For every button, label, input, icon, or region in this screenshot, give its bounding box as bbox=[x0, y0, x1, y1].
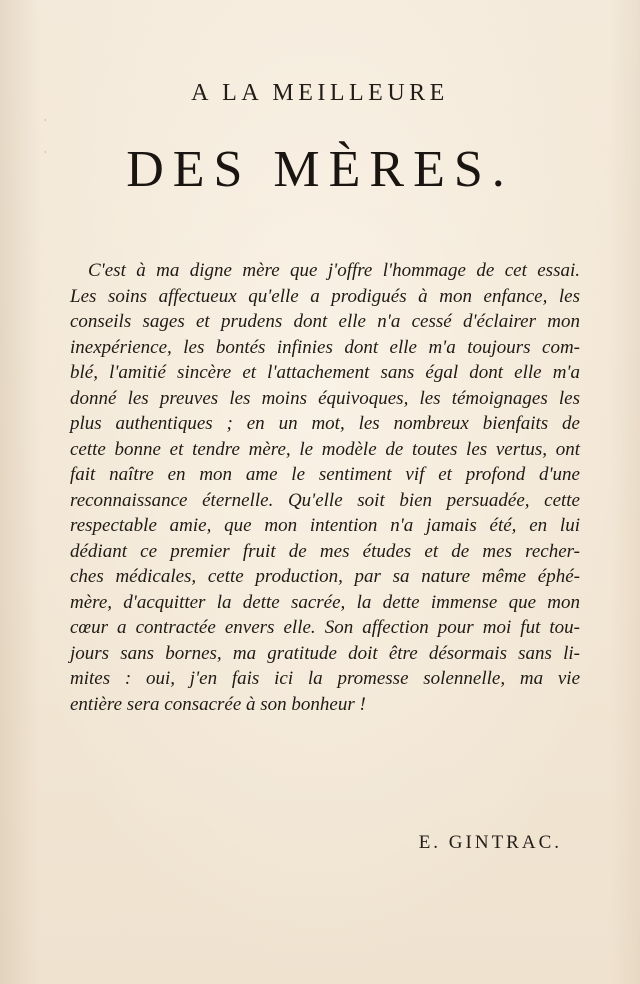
text-line: mites : oui, j'en fais ici la promesse solennelle, ma vie bbox=[70, 668, 580, 689]
text-line: plus authentiques ; en un mot, les nombreux bienfaits de bbox=[70, 413, 580, 434]
dedication-heading-small: A LA MEILLEURE bbox=[191, 80, 449, 106]
author-signature: E. GINTRAC. bbox=[418, 832, 562, 853]
text-line: Les soins affectueux qu'elle a prodigués à mon enfance, les bbox=[70, 285, 580, 307]
dedication-paragraph bbox=[70, 258, 580, 717]
text-line: inexpérience, les bontés infinies dont elle m'a toujours com- bbox=[70, 336, 580, 358]
text-line: cœur a contractée envers elle. Son affection pour moi fut tou- bbox=[70, 617, 580, 638]
text-line: ches médicales, cette production, par sa nature même éphé- bbox=[70, 566, 580, 587]
text-line: dédiant ce premier fruit de mes études et de mes recher- bbox=[70, 540, 580, 562]
margin-speck: · bbox=[44, 116, 47, 125]
text-line: respectable amie, que mon intention n'a jamais été, en lui bbox=[70, 515, 580, 536]
text-line: donné les preuves les moins équivoques, les témoignages les bbox=[70, 387, 580, 409]
text-line: mère, d'acquitter la dette sacrée, la dette immense que mon bbox=[70, 591, 580, 613]
text-line: C'est à ma digne mère que j'offre l'hommage de cet essai. bbox=[88, 260, 580, 281]
dedication-heading-large: DES MÈRES. bbox=[126, 141, 514, 198]
margin-speck: · bbox=[44, 148, 47, 157]
text-line: reconnaissance éternelle. Qu'elle soit bien persuadée, cette bbox=[70, 489, 580, 511]
text-line: fait naître en mon ame le sentiment vif et profond d'une bbox=[70, 464, 580, 485]
text-line: jours sans bornes, ma gratitude doit être désormais sans li- bbox=[70, 642, 580, 664]
text-line: entière sera consacrée à son bonheur ! bbox=[70, 693, 366, 715]
text-line: conseils sages et prudens dont elle n'a cessé d'éclairer mon bbox=[70, 311, 580, 332]
text-line: blé, l'amitié sincère et l'attachement sans égal dont elle m'a bbox=[70, 362, 580, 383]
text-line: cette bonne et tendre mère, le modèle de toutes les vertus, ont bbox=[70, 438, 580, 460]
